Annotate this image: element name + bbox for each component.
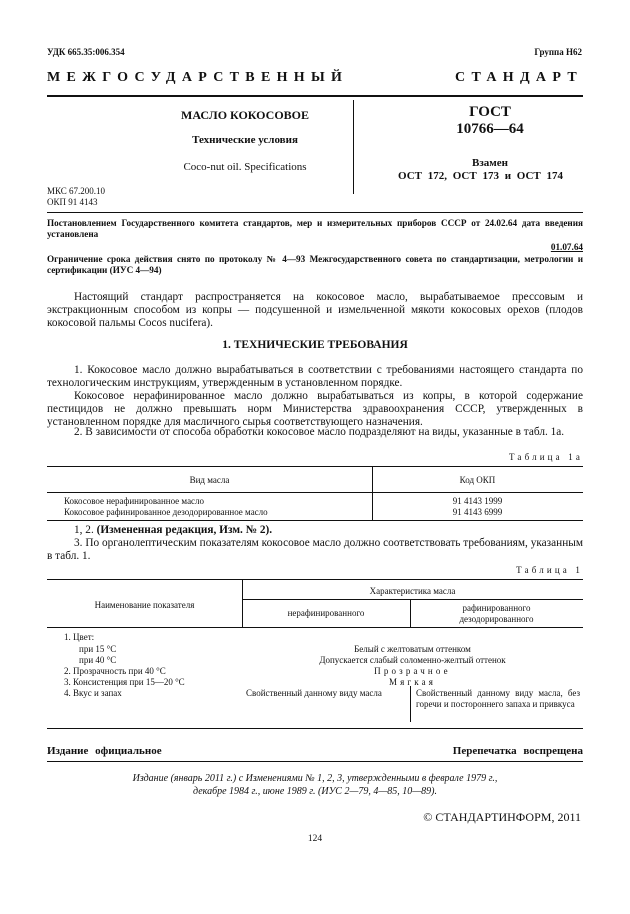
table-cell-code: 91 4143 6999	[452, 507, 503, 517]
value-taste-refined: Свойственный данному виду масла, без горечи и постороннего запаха и привкуса	[416, 688, 580, 709]
table-1a-header-code: Код ОКП	[459, 475, 496, 485]
scope-paragraph: Настоящий стандарт распространяется на кокосовое масло, вырабатываемое прессовым и экстракционным способом из копры — подсушенной и измельченной мякоти кокосовых орехов (плодов кокосовой пальмы Cocos nucifera).	[47, 291, 583, 330]
table-1-taste-divider	[410, 686, 411, 722]
table-1-bottom-rule	[47, 728, 583, 729]
edition-note-line-1: Издание (январь 2011 г.) с Изменениями № 1, 2, 3, утвержденными в феврале 1979 г.,	[132, 773, 498, 784]
interstate-standard-banner: МЕЖГОСУДАРСТВЕННЫЙ СТАНДАРТ	[47, 70, 583, 85]
table-1-header-group: Характеристика масла	[369, 586, 456, 596]
amendment-note	[74, 524, 272, 536]
mks-code: МКС 67.200.10	[47, 186, 106, 196]
row-transparency: 2. Прозрачность при 40 °С	[64, 666, 166, 676]
row-color: 1. Цвет:	[64, 632, 95, 642]
row-color-15: при 15 °С	[79, 644, 117, 654]
row-taste-smell: 4. Вкус и запах	[64, 688, 122, 698]
page-number: 124	[307, 834, 323, 844]
value-taste-unrefined: Свойственный данному виду масла	[246, 688, 382, 698]
gost-number: 10766—64	[456, 121, 524, 137]
value-color-40: Допускается слабый соломенно-желтый оттенок	[319, 655, 506, 665]
clause-3: 3. По органолептическим показателям кокосовое масло должно соответствовать требованиям, указанным в табл. 1.	[47, 537, 583, 563]
clause-1: 1. Кокосовое масло должно вырабатываться в соответствии с требованиями настоящего стандарта по технологическим инструкциям, утвержденным в установленном порядке.	[47, 364, 583, 390]
udk-code: УДК 665.35:006.354	[47, 47, 125, 57]
edition-note-line-2: декабре 1984 г., июне 1989 г. (ИУС 2—79, 4—85, 10—89).	[193, 786, 437, 797]
table-1-header-name: Наименование показателя	[94, 600, 195, 610]
section-heading: 1. ТЕХНИЧЕСКИЕ ТРЕБОВАНИЯ	[222, 339, 408, 351]
table-row: Кокосовое нерафинированное масло	[64, 496, 205, 506]
standard-title: МАСЛО КОКОСОВОЕ	[181, 108, 309, 122]
table-1a-bottom-rule	[47, 520, 583, 521]
standard-english-title: Coco-nut oil. Specifications	[183, 161, 307, 173]
table-1-header-refined: рафинированного	[462, 603, 531, 613]
value-consistency: Мягкая	[388, 677, 437, 687]
table-1a-caption: Таблица 1а	[509, 452, 583, 462]
amendment-clauses: 1, 2.	[74, 524, 94, 536]
reprint-prohibited: Перепечатка воспрещена	[452, 745, 583, 757]
codes-rule	[47, 212, 583, 213]
introduction-date: 01.07.64	[550, 242, 583, 252]
replace-label: Взамен	[472, 157, 508, 169]
table-1a-header-rule	[47, 492, 583, 493]
table-1-subheader-rule	[242, 599, 583, 600]
table-row: Кокосовое рафинированное дезодорированное масло	[64, 507, 268, 517]
table-1-header-unrefined: нерафинированного	[287, 608, 365, 618]
amendment-text: (Измененная редакция, Изм. № 2).	[96, 524, 273, 536]
clause-1-pesticides: Кокосовое нерафинированное масло должно вырабатываться из копры, в которой содержание пестицидов не должно превышать норм Министерства здравоохранения СССР, утвержденных в установленном порядке для масличного сырья соответствующего назначения.	[47, 390, 583, 429]
value-transparency: Прозрачное	[374, 666, 451, 676]
decree-text: Постановлением Государственного комитета стандартов, мер и измерительных приборов СССР от 24.02.64 дата введения установлена	[47, 218, 583, 239]
validity-limit-text: Ограничение срока действия снято по протоколу № 4—93 Межгосударственного совета по стандартизации, метрологии и сертификации (ИУС 4—94)	[47, 254, 583, 275]
group-code: Группа Н62	[534, 47, 582, 57]
standard-subtitle: Технические условия	[192, 134, 298, 146]
value-color-15: Белый с желтоватым оттенком	[354, 644, 471, 654]
gost-label: ГОСТ	[469, 104, 511, 120]
table-1-header-deodorized: дезодорированного	[459, 614, 534, 624]
row-color-40: при 40 °С	[79, 655, 117, 665]
replace-value: ОСТ 172, ОСТ 173 и ОСТ 174	[398, 170, 564, 182]
table-1-caption: Таблица 1	[516, 565, 583, 575]
table-cell-code: 91 4143 1999	[452, 496, 503, 506]
official-edition: Издание официальное	[47, 745, 162, 757]
header-rule	[47, 95, 583, 97]
footer-rule	[47, 761, 583, 762]
table-1-top-rule	[47, 579, 583, 580]
title-divider	[353, 100, 354, 194]
row-consistency: 3. Консистенция при 15—20 °С	[64, 677, 185, 687]
okp-code: ОКП 91 4143	[47, 197, 98, 207]
copyright: © СТАНДАРТИНФОРМ, 2011	[423, 810, 581, 824]
table-1a-header-kind: Вид масла	[189, 475, 230, 485]
clause-2: 2. В зависимости от способа обработки кокосовое масло подразделяют на виды, указанные в табл. 1а.	[74, 426, 565, 438]
table-1-header-rule	[47, 627, 583, 628]
table-1a-top-rule	[47, 466, 583, 467]
